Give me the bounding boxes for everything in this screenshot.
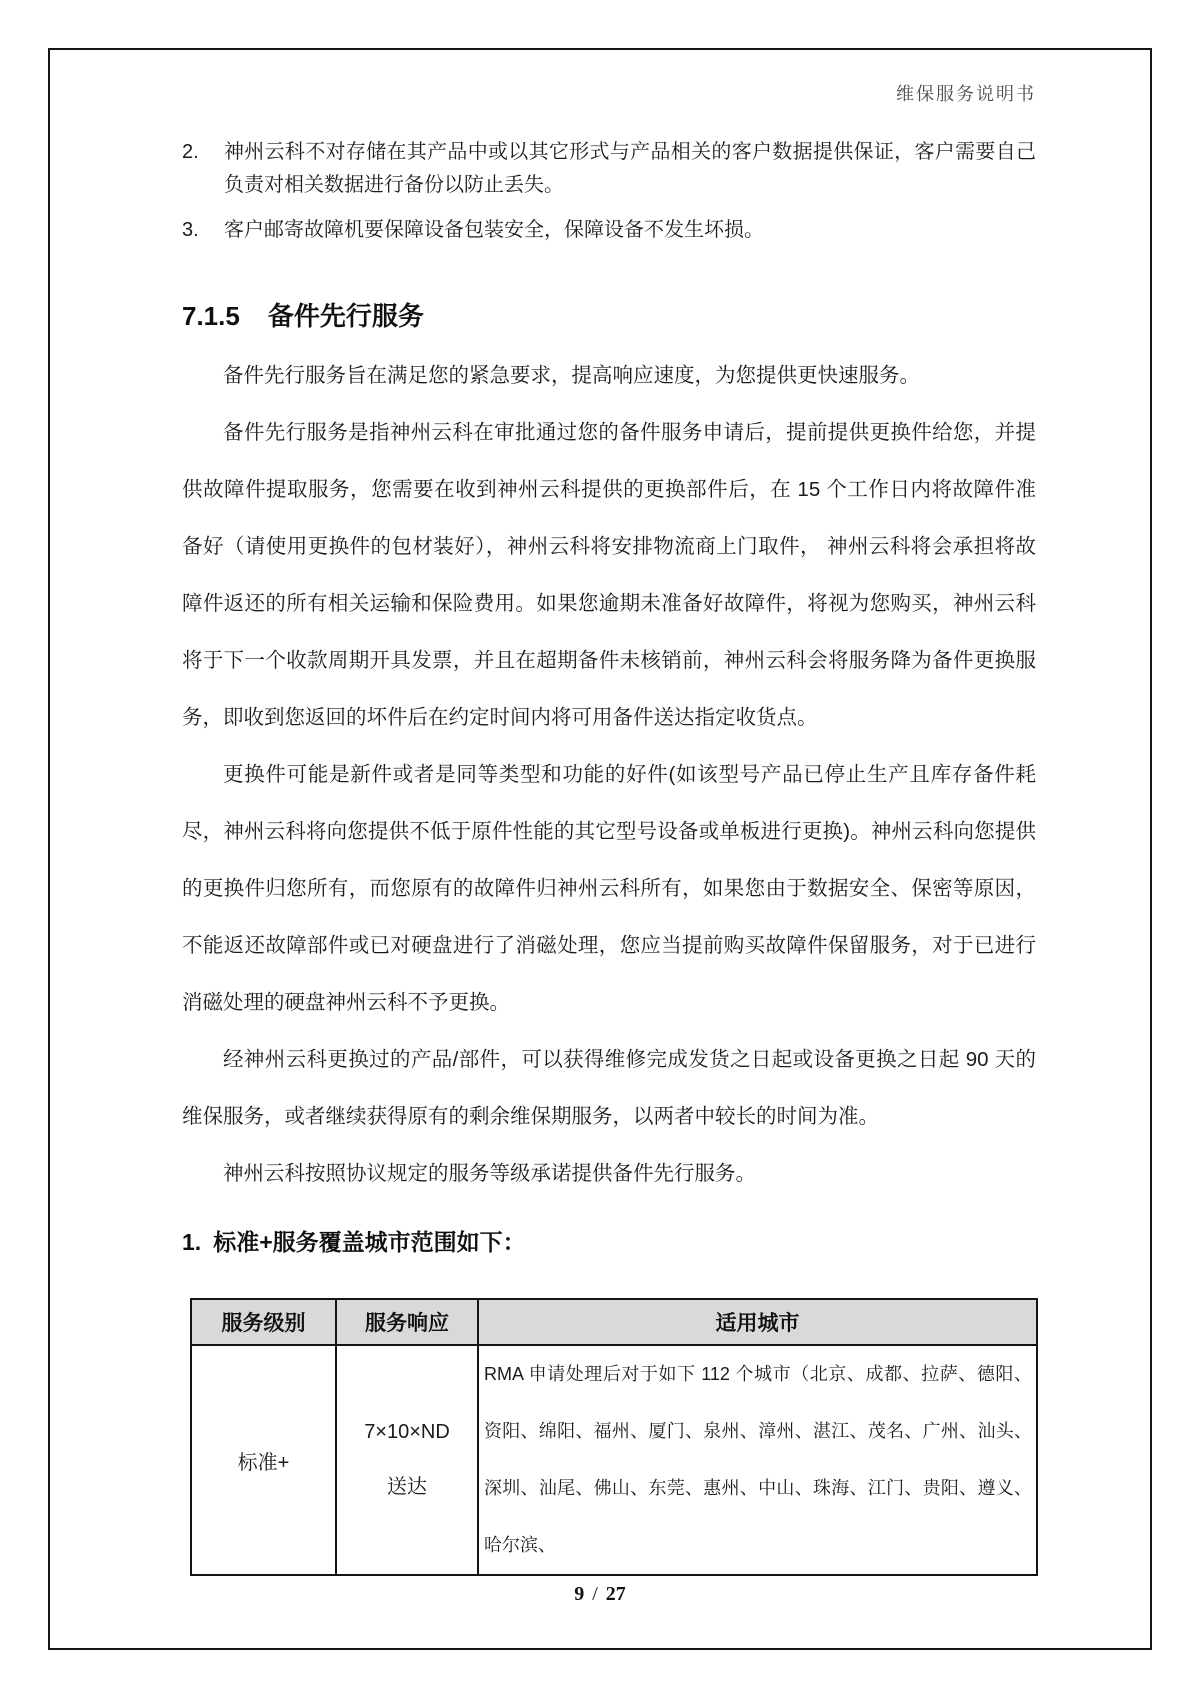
section-number: 7.1.5 [182, 301, 240, 331]
response-line-1: 7×10×ND [364, 1421, 450, 1443]
doc-title: 维保服务说明书 [896, 84, 1036, 104]
list-item-text: 客户邮寄故障机要保障设备包装安全，保障设备不发生坏损。 [224, 219, 764, 241]
body-paragraph: 神州云科按照协议规定的服务等级承诺提供备件先行服务。 [223, 1162, 756, 1185]
response-line-2: 送达 [387, 1476, 427, 1498]
cell-service-response [336, 1345, 478, 1575]
doc-header [182, 82, 1036, 106]
body-paragraph: 备件先行服务是指神州云科在审批通过您的备件服务申请后，提前提供更换件给您，并提供故障件提取服务，您需要在收到神州云科提供的更换部件后，在 15 个工作日内将故障件准备好（请使用更换件的包材装好），神州云科将安排物流商上门取件， 神州云科将会承担将故障件返还的所有相关运输和保险费用。如果您逾期未准备好故障件，将视为您购买，神州云科将于下一个收款周期开具发票，并且在超期备件未核销前，神州云科会将服务降为备件更换服务，即收到您返回的坏件后在约定时间内将可用备件送达指定收货点。 [182, 421, 1036, 729]
list-item [182, 136, 1036, 202]
column-header-service-level: 服务级别 [191, 1299, 336, 1345]
table-header-row [191, 1299, 1037, 1345]
page-separator: / [592, 1583, 598, 1605]
cell-service-level: 标准+ [191, 1345, 336, 1575]
service-coverage-table [190, 1298, 1038, 1576]
body-paragraph: 备件先行服务旨在满足您的紧急要求，提高响应速度，为您提供更快速服务。 [223, 364, 920, 387]
body-paragraph: 经神州云科更换过的产品/部件，可以获得维修完成发货之日起或设备更换之日起 90 天的维保服务，或者继续获得原有的剩余维保期服务，以两者中较长的时间为准。 [182, 1048, 1036, 1128]
list-item-text: 神州云科不对存储在其产品中或以其它形式与产品相关的客户数据提供保证，客户需要自己负责对相关数据进行备份以防止丢失。 [224, 141, 1036, 196]
column-header-applicable-cities: 适用城市 [478, 1299, 1037, 1345]
section-title: 备件先行服务 [267, 301, 424, 331]
subheading-label: 标准+服务覆盖城市范围如下： [213, 1229, 526, 1255]
page-content [50, 82, 1150, 1576]
cell-applicable-cities: RMA 申请处理后对于如下 112 个城市（北京、成都、拉萨、德阳、资阳、绵阳、福州、厦门、泉州、漳州、湛江、茂名、广州、汕头、深圳、汕尾、佛山、东莞、惠州、中山、珠海、江门、贵阳、遵义、哈尔滨、 [478, 1345, 1037, 1575]
body-paragraph: 更换件可能是新件或者是同等类型和功能的好件(如该型号产品已停止生产且库存备件耗尽，神州云科将向您提供不低于原件性能的其它型号设备或单板进行更换)。神州云科向您提供的更换件归您所有，而您原有的故障件归神州云科所有，如果您由于数据安全、保密等原因，不能返还故障部件或已对硬盘进行了消磁处理，您应当提前购买故障件保留服务，对于已进行消磁处理的硬盘神州云科不予更换。 [182, 763, 1036, 1014]
numbered-list [182, 136, 1036, 247]
page-total: 27 [605, 1583, 626, 1605]
page-number: 9 [574, 1583, 585, 1605]
page-border-frame [48, 48, 1152, 1650]
table-row [191, 1345, 1037, 1575]
column-header-service-response: 服务响应 [336, 1299, 478, 1345]
subheading-number: 1. [182, 1229, 202, 1255]
list-item-number: 2. [182, 141, 199, 163]
list-item-number: 3. [182, 219, 199, 241]
coverage-subheading [182, 1226, 1036, 1258]
section-heading [182, 299, 1036, 333]
body-paragraphs [182, 347, 1036, 1202]
page-footer [50, 1583, 1150, 1606]
list-item [182, 214, 1036, 247]
